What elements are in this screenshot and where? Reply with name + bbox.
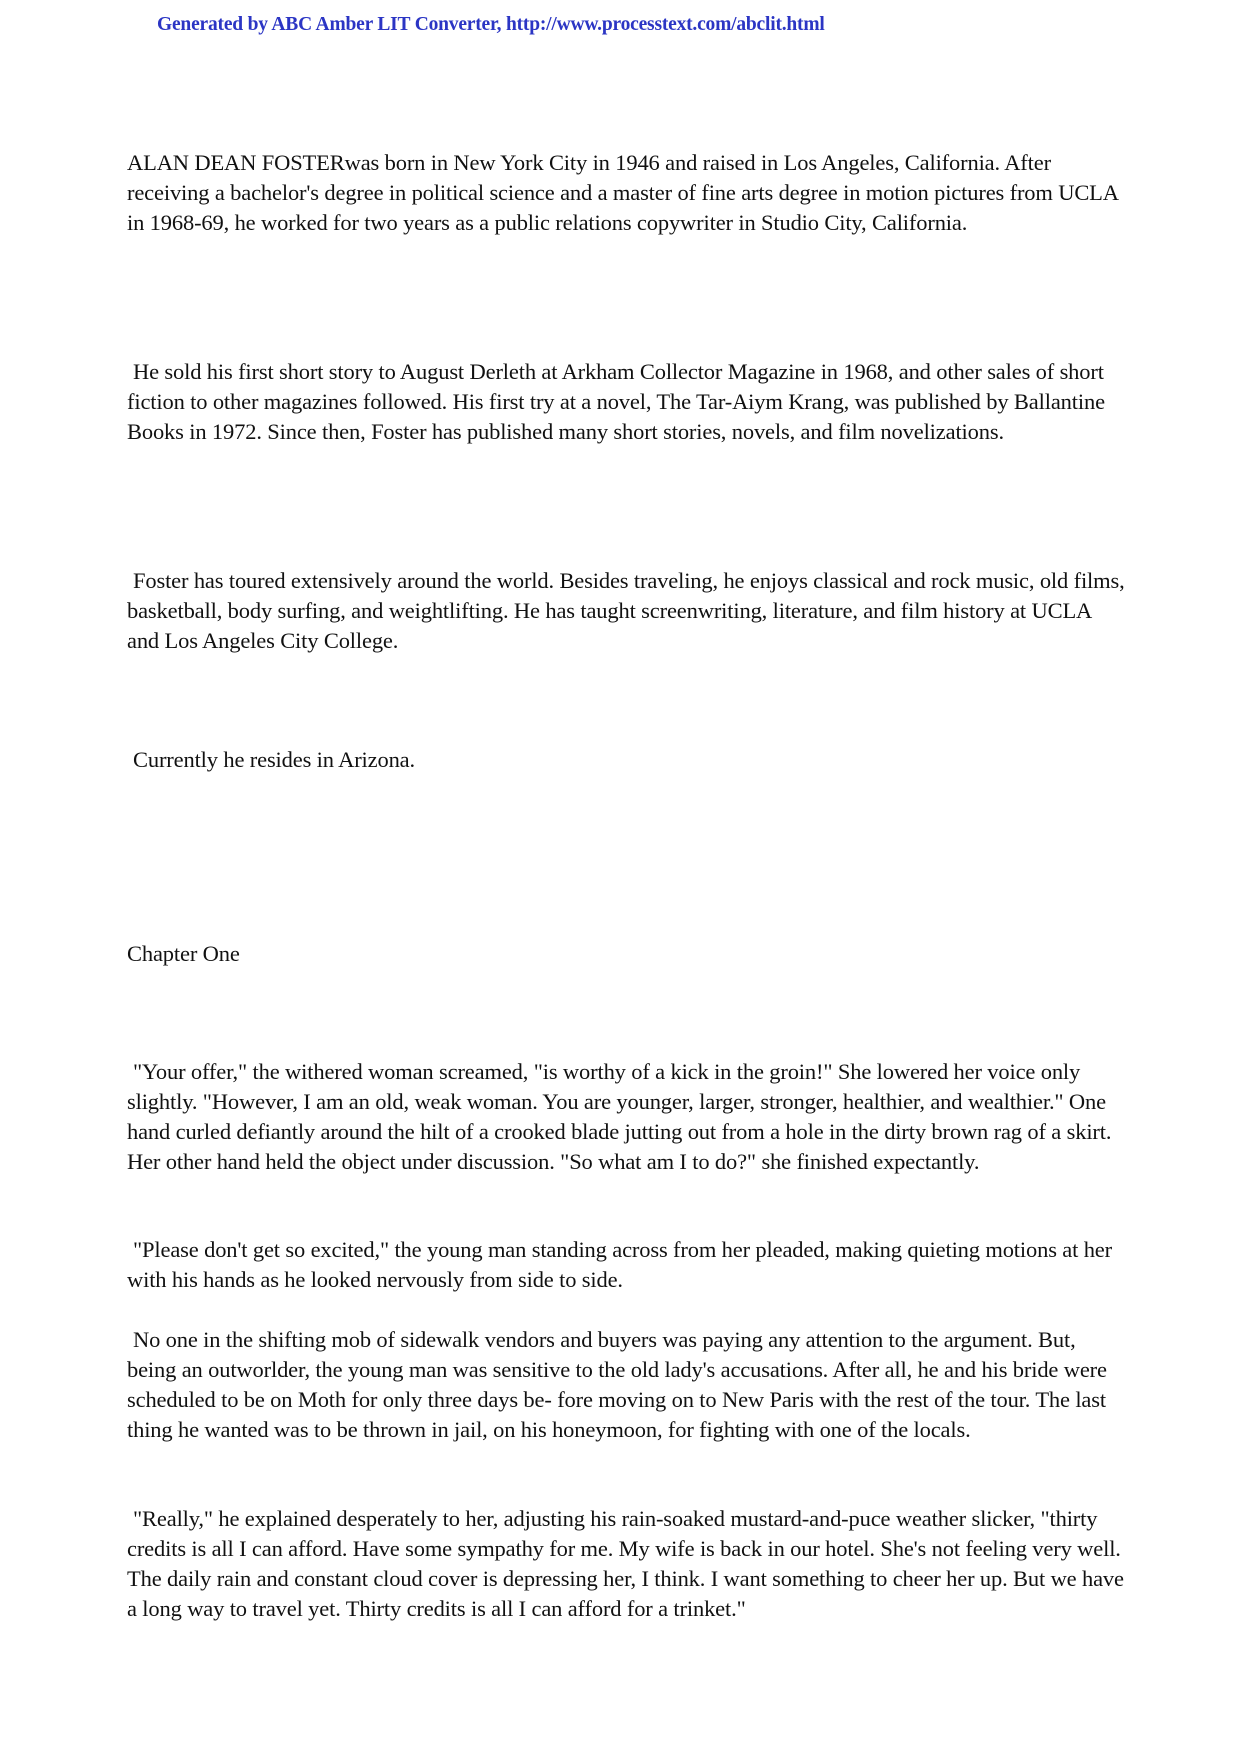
converter-link[interactable]: Generated by ABC Amber LIT Converter, http://www.processtext.com/abclit.html [157,14,825,35]
bio-paragraph-3: Foster has toured extensively around the world. Besides traveling, he enjoys classical and rock music, old films, basketball, body surfing, and weightlifting. He has taught screenwriting, literature, and film history at UCLA and Los Angeles City College. [127,568,1125,653]
bio-paragraph-2: He sold his first short story to August Derleth at Arkham Collector Magazine in 1968, and other sales of short fiction to other magazines followed. His first try at a novel, The Tar-Aiym Krang, was published by Ballantine Books in 1972. Since then, Foster has published many short stories, novels, and film novelizations. [127,359,1105,444]
bio-paragraph-1: ALAN DEAN FOSTERwas born in New York City in 1946 and raised in Los Angeles, California. After receiving a bachelor's degree in political science and a master of fine arts degree in motion pictures from UCLA in 1968-69, he worked for two years as a public relations copywriter in Studio City, California. [127,150,1118,235]
chapter-paragraph-4: "Really," he explained desperately to her, adjusting his rain-soaked mustard-and-puce weather slicker, "thirty credits is all I can afford. Have some sympathy for me. My wife is back in our hotel. She's not feeling very well. The daily rain and constant cloud cover is depressing her, I think. I want something to cheer her up. But we have a long way to travel yet. Thirty credits is all I can afford for a trinket." [127,1506,1124,1621]
chapter-paragraph-2: "Please don't get so excited," the young man standing across from her pleaded, making quieting motions at her with his hands as he looked nervously from side to side. [127,1237,1112,1292]
bio-paragraph-4: Currently he resides in Arizona. [133,747,415,772]
chapter-heading: Chapter One [127,941,240,966]
chapter-paragraph-3: No one in the shifting mob of sidewalk vendors and buyers was paying any attention to the argument. But, being an outworlder, the young man was sensitive to the old lady's accusations. After all, he and his bride were scheduled to be on Moth for only three days be- fore moving on to New Paris with the rest of the tour. The last thing he wanted was to be thrown in jail, on his honeymoon, for fighting with one of the locals. [127,1327,1107,1442]
chapter-paragraph-1: "Your offer," the withered woman screamed, "is worthy of a kick in the groin!" She lowered her voice only slightly. "However, I am an old, weak woman. You are younger, larger, stronger, healthier, and wealthier." One hand curled defiantly around the hilt of a crooked blade jutting out from a hole in the dirty brown rag of a skirt. Her other hand held the object under discussion. "So what am I to do?" she finished expectantly. [127,1059,1112,1174]
